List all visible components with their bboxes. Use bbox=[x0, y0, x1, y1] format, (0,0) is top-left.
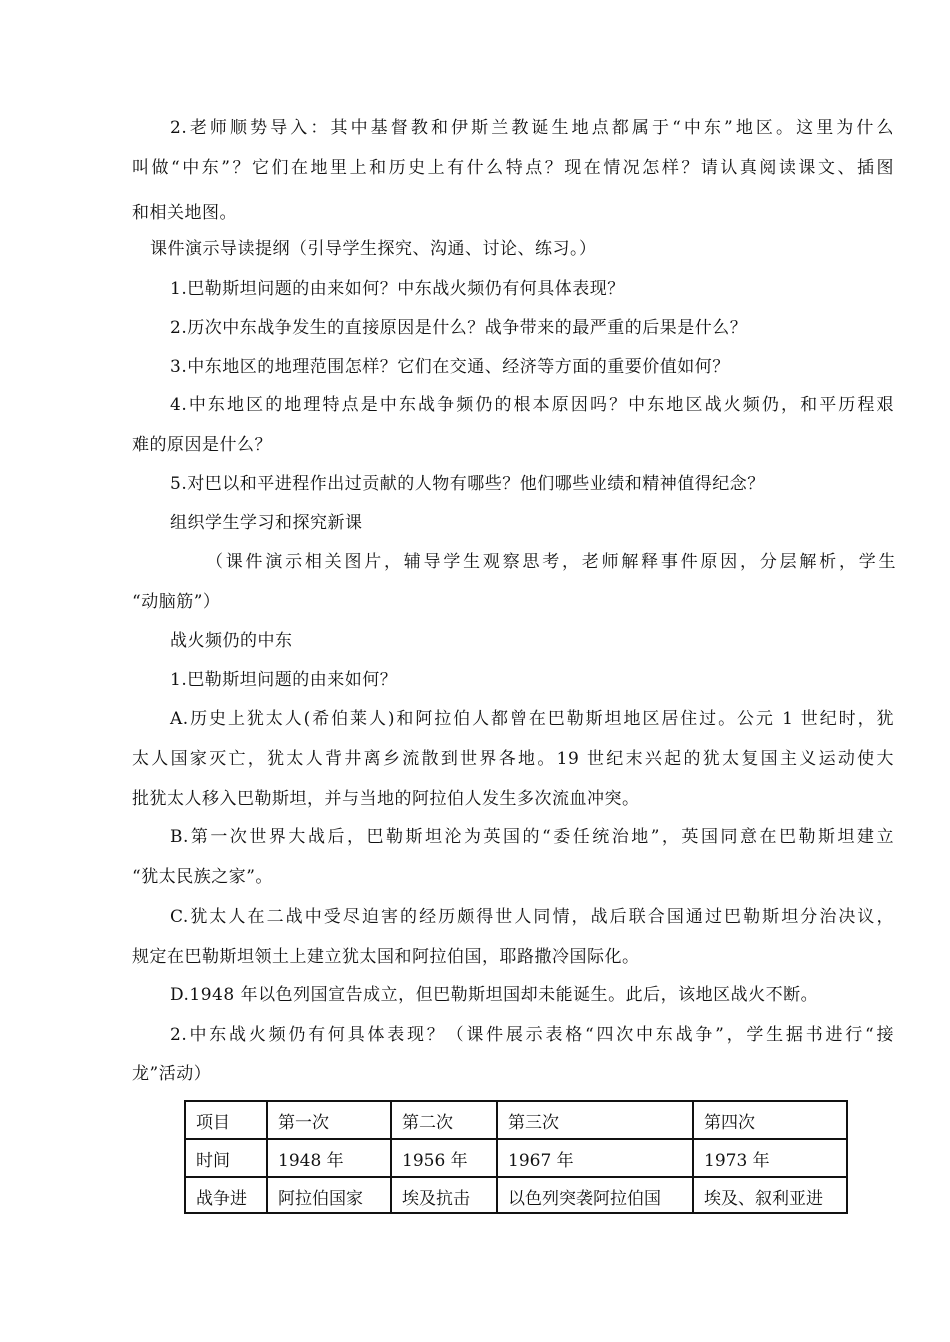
section-title: 战火频仍的中东 bbox=[170, 631, 293, 651]
table-header-cell: 第二次 bbox=[391, 1101, 497, 1139]
question-3: 3.中东地区的地理范围怎样？它们在交通、经济等方面的重要价值如何？ bbox=[170, 357, 730, 377]
table-cell: 时间 bbox=[185, 1139, 267, 1177]
table-cell: 埃及、叙利亚进 bbox=[693, 1177, 847, 1213]
table-cell: 阿拉伯国家 bbox=[267, 1177, 391, 1213]
organize-heading: 组织学生学习和探究新课 bbox=[170, 513, 363, 533]
paragraph-intro-line3: 和相关地图。 bbox=[132, 203, 237, 223]
table-header-cell: 项目 bbox=[185, 1101, 267, 1139]
point-d-line1: D.1948 年以色列国宣告成立，但巴勒斯坦国却未能诞生。此后，该地区战火不断。 bbox=[170, 985, 819, 1005]
table-cell: 1956 年 bbox=[391, 1139, 497, 1177]
paragraph-intro-line1: 2.老师顺势导入：其中基督教和伊斯兰教诞生地点都属于“中东”地区。这里为什么 bbox=[170, 118, 894, 138]
question-1: 1.巴勒斯坦问题的由来如何？中东战火频仍有何具体表现？ bbox=[170, 279, 625, 299]
subsection-2-line2: 龙”活动） bbox=[132, 1064, 212, 1084]
point-c-line2: 规定在巴勒斯坦领土上建立犹太国和阿拉伯国，耶路撒冷国际化。 bbox=[132, 947, 640, 967]
subsection-2-line1: 2.中东战火频仍有何具体表现？（课件展示表格“四次中东战争”，学生据书进行“接 bbox=[170, 1025, 894, 1045]
point-a-line3: 批犹太人移入巴勒斯坦，并与当地的阿拉伯人发生多次流血冲突。 bbox=[132, 789, 640, 809]
table-header-row bbox=[185, 1101, 847, 1139]
table-cell: 1973 年 bbox=[693, 1139, 847, 1177]
point-b-line2: “犹太民族之家”。 bbox=[132, 867, 273, 887]
point-c-line1: C.犹太人在二战中受尽迫害的经历颇得世人同情，战后联合国通过巴勒斯坦分治决议， bbox=[170, 907, 894, 927]
point-a-line1: A.历史上犹太人(希伯莱人)和阿拉伯人都曾在巴勒斯坦地区居住过。公元 1 世纪时，犹 bbox=[170, 709, 894, 729]
question-5: 5.对巴以和平进程作出过贡献的人物有哪些？他们哪些业绩和精神值得纪念？ bbox=[170, 474, 765, 494]
question-4-line2: 难的原因是什么？ bbox=[132, 435, 272, 455]
table-row bbox=[185, 1177, 847, 1213]
middle-east-wars-table bbox=[184, 1100, 848, 1214]
table-row bbox=[185, 1139, 847, 1177]
table-header-cell: 第四次 bbox=[693, 1101, 847, 1139]
table-cell: 1948 年 bbox=[267, 1139, 391, 1177]
point-b-line1: B.第一次世界大战后，巴勒斯坦沦为英国的“委任统治地”，英国同意在巴勒斯坦建立 bbox=[170, 827, 894, 847]
question-2: 2.历次中东战争发生的直接原因是什么？战争带来的最严重的后果是什么？ bbox=[170, 318, 748, 338]
subsection-1-title: 1.巴勒斯坦问题的由来如何？ bbox=[170, 670, 398, 690]
table-cell: 1967 年 bbox=[497, 1139, 693, 1177]
demo-note-line1: （课件演示相关图片，辅导学生观察思考，老师解释事件原因，分层解析，学生 bbox=[206, 552, 896, 572]
outline-title: 课件演示导读提纲（引导学生探究、沟通、讨论、练习。） bbox=[150, 239, 597, 259]
table-header-cell: 第三次 bbox=[497, 1101, 693, 1139]
table-cell: 埃及抗击 bbox=[391, 1177, 497, 1213]
question-4-line1: 4.中东地区的地理特点是中东战争频仍的根本原因吗？中东地区战火频仍，和平历程艰 bbox=[170, 395, 894, 415]
table-cell: 以色列突袭阿拉伯国 bbox=[497, 1177, 693, 1213]
paragraph-intro-line2: 叫做“中东”？它们在地里上和历史上有什么特点？现在情况怎样？请认真阅读课文、插图 bbox=[132, 158, 894, 178]
table-cell: 战争进 bbox=[185, 1177, 267, 1213]
demo-note-line2: “动脑筋”） bbox=[132, 592, 221, 612]
table-header-cell: 第一次 bbox=[267, 1101, 391, 1139]
point-a-line2: 太人国家灭亡，犹太人背井离乡流散到世界各地。19 世纪末兴起的犹太复国主义运动使大 bbox=[132, 749, 894, 769]
